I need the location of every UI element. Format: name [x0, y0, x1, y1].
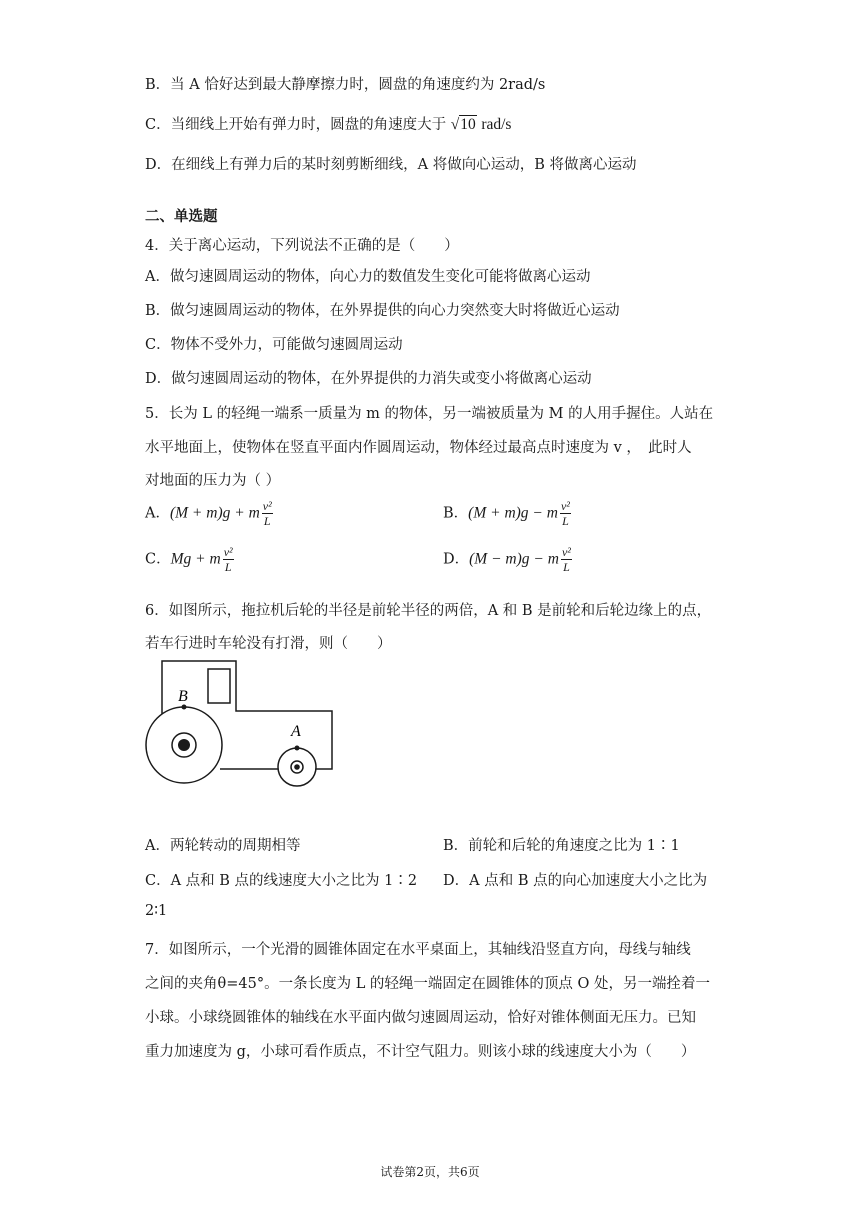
front-wheel-center-dot	[294, 764, 300, 770]
q7-stem-line1: 7．如图所示，一个光滑的圆锥体固定在水平桌面上，其轴线沿竖直方向，母线与轴线	[145, 942, 691, 958]
q3-option-c-text: C．当细线上开始有弹力时，圆盘的角速度大于	[145, 117, 447, 133]
fraction: $\frac{\text{v²}}{L}$	[262, 499, 272, 528]
sqrt-expression: √10	[450, 116, 476, 133]
label-b: B	[178, 688, 188, 705]
q5-option-d: D．(M − m)g − m $\frac{\text{v²}}{L}$	[443, 545, 571, 574]
q5-option-b: B．(M + m)g − m $\frac{\text{v²}}{L}$	[443, 499, 570, 528]
q7-stem-line3: 小球。小球绕圆锥体的轴线在水平面内做匀速圆周运动，恰好对锥体侧面无压力。已知	[145, 1010, 696, 1026]
q5-stem-line1: 5．长为 L 的轻绳一端系一质量为 m 的物体，另一端被质量为 M 的人用手握住。人站在	[145, 406, 714, 422]
q5-stem-line3: 对地面的压力为（ ）	[145, 473, 281, 489]
q3-option-c	[145, 113, 511, 134]
q3-option-b: B．当 A 恰好达到最大静摩擦力时，圆盘的角速度约为 2rad/s	[145, 77, 546, 93]
q7-stem-line4: 重力加速度为 g，小球可看作质点，不计空气阻力。则该小球的线速度大小为（ ）	[145, 1044, 696, 1060]
q6-stem-line2: 若车行进时车轮没有打滑，则（ ）	[145, 636, 392, 652]
q6-option-d-continued: 2∶1	[145, 903, 168, 919]
q4-option-d: D．做匀速圆周运动的物体，在外界提供的力消失或变小将做离心运动	[145, 371, 592, 387]
page-footer: 试卷第2页，共6页	[380, 1165, 480, 1179]
q6-option-b: B．前轮和后轮的角速度之比为 1∶1	[443, 838, 680, 854]
fraction: $\frac{\text{v²}}{L}$	[223, 545, 233, 574]
label-a: A	[291, 723, 301, 740]
section-heading: 二、单选题	[145, 208, 218, 225]
fraction: $\frac{\text{v²}}{L}$	[560, 499, 570, 528]
q7-stem-line2: 之间的夹角θ=45°。一条长度为 L 的轻绳一端固定在圆锥体的顶点 O 处，另一端拴着一	[145, 976, 711, 992]
q6-option-a: A．两轮转动的周期相等	[145, 838, 301, 854]
q6-option-c: C．A 点和 B 点的线速度大小之比为 1∶2	[145, 873, 418, 889]
q6-option-d: D．A 点和 B 点的向心加速度大小之比为	[443, 873, 708, 889]
q5-stem-line2: 水平地面上，使物体在竖直平面内作圆周运动，物体经过最高点时速度为 v ， 此时人	[145, 440, 692, 456]
q5-option-a: A．(M + m)g + m $\frac{\text{v²}}{L}$	[145, 499, 272, 528]
tractor-figure	[140, 655, 340, 790]
q4-option-b: B．做匀速圆周运动的物体，在外界提供的向心力突然变大时将做近心运动	[145, 303, 620, 319]
q5-option-c: C．Mg + m $\frac{\text{v²}}{L}$	[145, 545, 233, 574]
point-b	[182, 705, 187, 710]
q3-option-d: D．在细线上有弹力后的某时刻剪断细线，A 将做向心运动，B 将做离心运动	[145, 157, 637, 173]
fraction: $\frac{\text{v²}}{L}$	[561, 545, 571, 574]
q3-option-c-unit: rad/s	[481, 116, 512, 133]
cab-window	[208, 669, 230, 703]
point-a	[295, 746, 300, 751]
q4-stem: 4．关于离心运动，下列说法不正确的是（ ）	[145, 238, 459, 254]
q4-option-c: C．物体不受外力，可能做匀速圆周运动	[145, 337, 403, 353]
q6-stem-line1: 6．如图所示，拖拉机后轮的半径是前轮半径的两倍，A 和 B 是前轮和后轮边缘上的点，	[145, 603, 712, 619]
q4-option-a: A．做匀速圆周运动的物体，向心力的数值发生变化可能将做离心运动	[145, 269, 591, 285]
rear-wheel-center-dot	[178, 739, 190, 751]
